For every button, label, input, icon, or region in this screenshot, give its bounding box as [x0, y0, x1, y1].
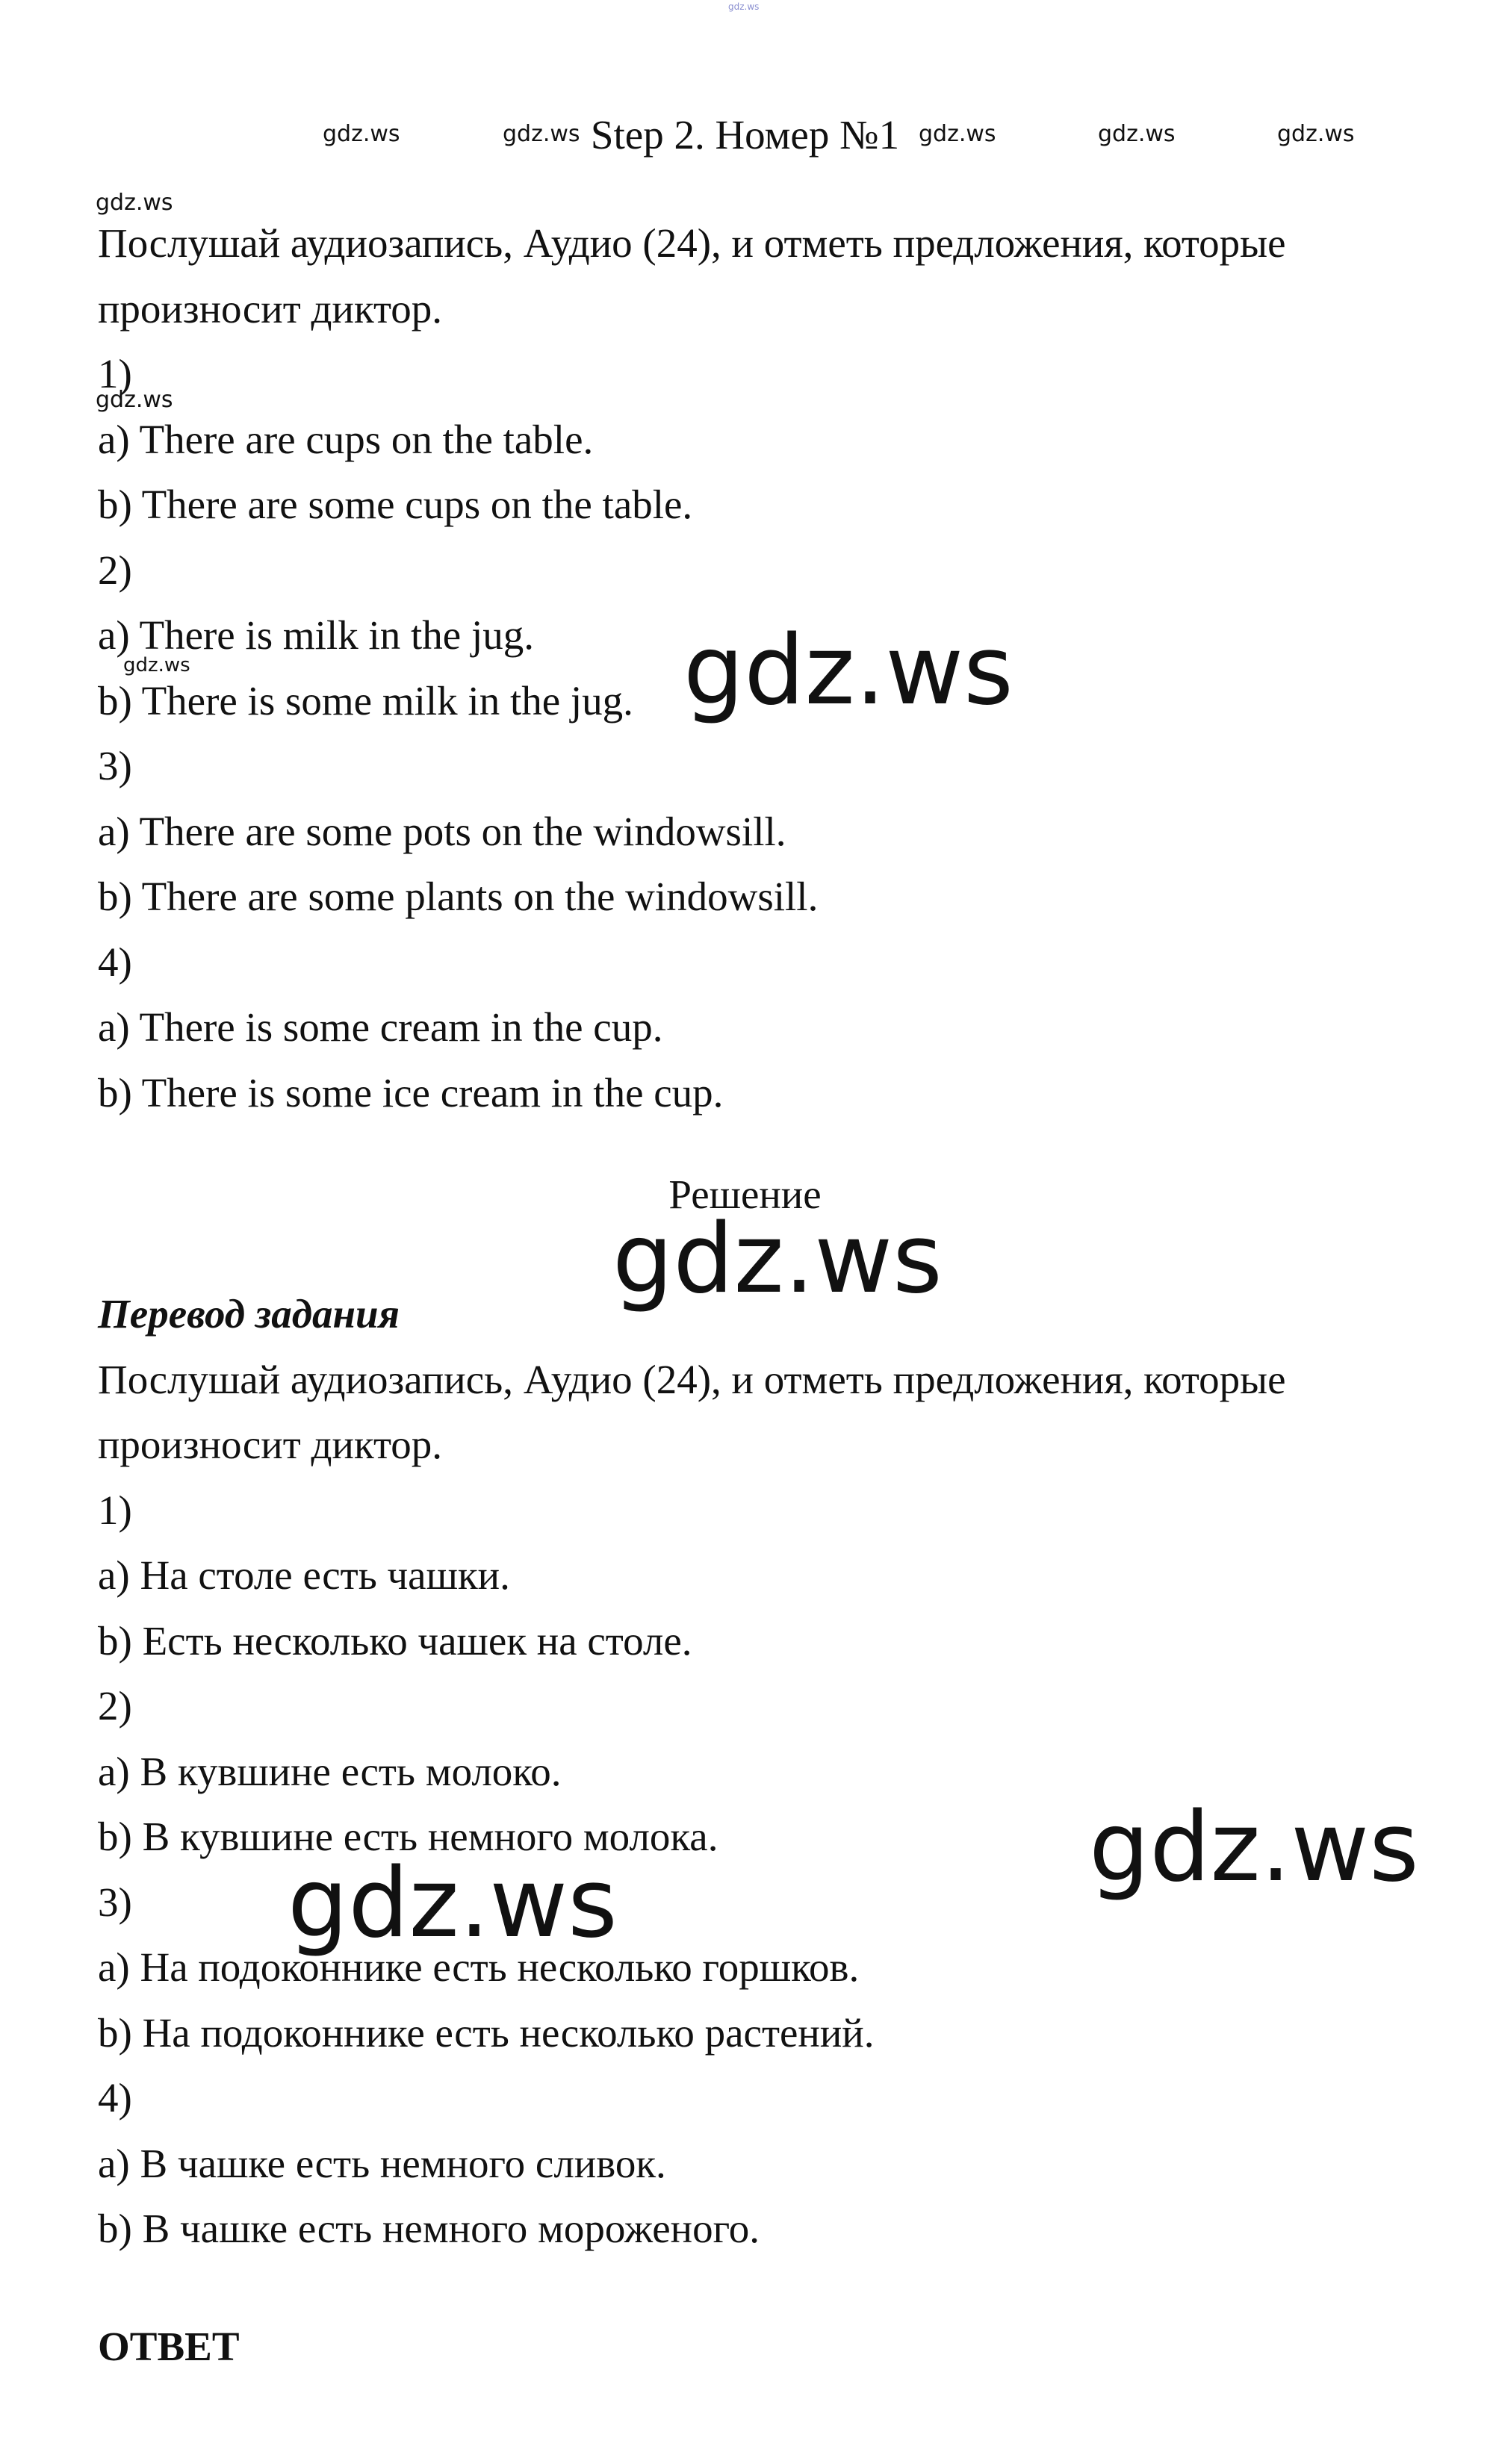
- solution-heading: Решение: [668, 1172, 822, 1217]
- watermark-left-1: gdz.ws: [96, 190, 173, 216]
- page-title: Step 2. Номер №1: [590, 112, 900, 158]
- task-option-a: a) There is milk in the jug.: [98, 612, 534, 658]
- translation-option-a: a) На столе есть чашки.: [98, 1552, 510, 1598]
- watermark-left-2: gdz.ws: [96, 387, 173, 413]
- task-option-a: a) There are cups on the table.: [98, 416, 594, 462]
- task-item-number: 4): [98, 939, 132, 985]
- translation-item-number: 1): [98, 1487, 132, 1533]
- translation-block: [98, 1281, 1412, 2262]
- watermark-header-2: gdz.ws: [503, 121, 580, 147]
- translation-item-number: 4): [98, 2075, 132, 2121]
- translation-item-number: 3): [98, 1879, 132, 1925]
- translation-option-a: a) На подоконнике есть несколько горшков.: [98, 1944, 860, 1990]
- task-instruction-line-2: произносит диктор.: [98, 285, 443, 332]
- translation-heading: Перевод задания: [98, 1291, 400, 1337]
- translation-option-a: a) В чашке есть немного сливок.: [98, 2140, 666, 2186]
- task-item-number: 1): [98, 351, 132, 396]
- translation-option-b: b) В кувшине есть немного молока.: [98, 1814, 718, 1859]
- task-option-a: a) There are some pots on the windowsill.: [98, 808, 786, 854]
- task-item-number: 2): [98, 547, 132, 593]
- translation-instruction-line-2: произносит диктор.: [98, 1422, 443, 1467]
- watermark-big-4: gdz.ws: [288, 1848, 618, 1959]
- translation-option-b: b) На подоконнике есть несколько растений.: [98, 2009, 875, 2056]
- task-instruction-line-1: Послушай аудиозапись, Аудио (24), и отметь предложения, которые: [98, 220, 1286, 266]
- task-item-number: 3): [98, 743, 132, 788]
- translation-option-b: b) Есть несколько чашек на столе.: [98, 1617, 692, 1664]
- watermark-big-1: gdz.ws: [683, 615, 1013, 727]
- watermark-header-1: gdz.ws: [323, 121, 400, 147]
- translation-instruction-line-1: Послушай аудиозапись, Аудио (24), и отметь предложения, которые: [98, 1356, 1286, 1402]
- task-option-a: a) There is some cream in the cup.: [98, 1004, 663, 1050]
- translation-item-number: 2): [98, 1683, 132, 1729]
- watermark-header-3: gdz.ws: [919, 121, 996, 147]
- watermark-left-3: gdz.ws: [123, 654, 190, 676]
- answer-heading: ОТВЕТ: [98, 2324, 240, 2369]
- task-option-b: b) There are some cups on the table.: [98, 482, 693, 527]
- task-block: [98, 211, 1412, 1125]
- translation-option-b: b) В чашке есть немного мороженого.: [98, 2206, 760, 2251]
- watermark-top-tiny: gdz.ws: [728, 1, 760, 12]
- watermark-big-3: gdz.ws: [1089, 1792, 1419, 1903]
- watermark-header-4: gdz.ws: [1098, 121, 1176, 147]
- watermark-big-2: gdz.ws: [612, 1204, 943, 1315]
- task-option-b: b) There is some milk in the jug.: [98, 677, 633, 724]
- task-option-b: b) There are some plants on the windowsill.: [98, 874, 819, 919]
- translation-option-a: a) В кувшине есть молоко.: [98, 1748, 562, 1794]
- task-option-b: b) There is some ice cream in the cup.: [98, 1069, 724, 1116]
- watermark-header-5: gdz.ws: [1277, 121, 1355, 147]
